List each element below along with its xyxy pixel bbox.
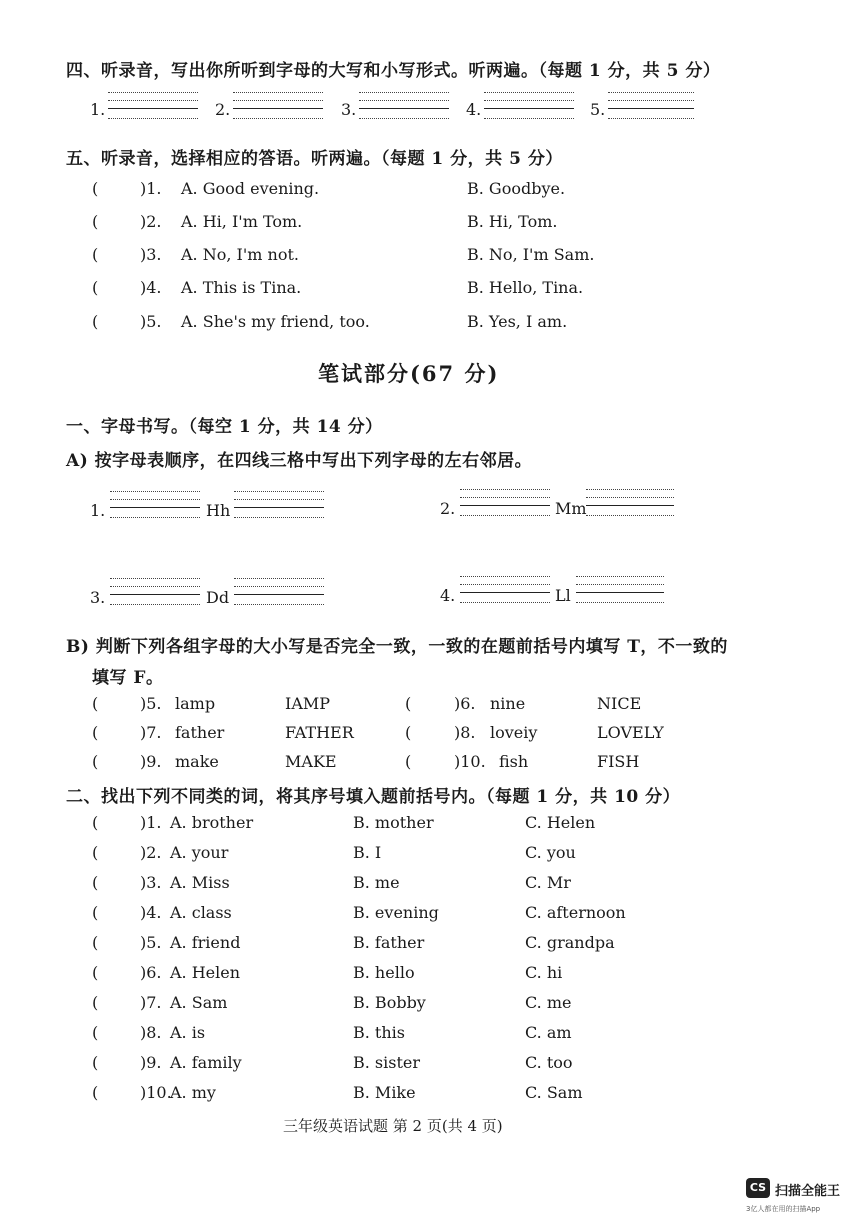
option-b: B. Bobby: [353, 993, 426, 1012]
answer-paren[interactable]: (: [92, 933, 99, 952]
option-a: A. your: [170, 843, 229, 862]
option-c: C. Sam: [525, 1083, 583, 1102]
item-number: )10.: [140, 1083, 172, 1102]
answer-paren[interactable]: (: [405, 752, 412, 771]
item-number: )3.: [140, 873, 162, 892]
option-a: A. She's my friend, too.: [181, 312, 370, 331]
option-c: C. afternoon: [525, 903, 626, 922]
option-c: C. grandpa: [525, 933, 615, 952]
neighbor-letter: Mm: [555, 499, 587, 518]
uppercase-word: FISH: [597, 752, 640, 771]
answer-paren[interactable]: (: [405, 694, 412, 713]
lowercase-word: father: [175, 723, 225, 742]
item-number: )6.: [140, 963, 162, 982]
writing-lines[interactable]: [110, 491, 200, 519]
option-b: B. Goodbye.: [467, 179, 566, 198]
uppercase-word: FATHER: [285, 723, 354, 742]
lowercase-word: lamp: [175, 694, 216, 713]
section4-num-3: 3.: [341, 100, 357, 119]
option-b: B. father: [353, 933, 425, 952]
option-b: B. No, I'm Sam.: [467, 245, 595, 264]
camscanner-logo-icon: CS: [746, 1178, 770, 1198]
option-c: C. am: [525, 1023, 572, 1042]
answer-paren[interactable]: (: [92, 843, 99, 862]
written-part-title: 笔试部分(67 分): [318, 361, 500, 386]
page-footer: 三年级英语试题 第 2 页(共 4 页): [283, 1117, 503, 1135]
section4-num-5: 5.: [590, 100, 606, 119]
option-c: C. Helen: [525, 813, 596, 832]
option-b: B. hello: [353, 963, 415, 982]
item-number: )2.: [140, 212, 162, 231]
item-number: )8.: [140, 1023, 162, 1042]
option-a: A. Sam: [170, 993, 228, 1012]
item-number: )5.: [140, 312, 162, 331]
option-a: A. class: [170, 903, 232, 922]
item-number: )7.: [140, 723, 162, 742]
section4-title: 四、听录音，写出你所听到字母的大写和小写形式。听两遍。（每题 1 分，共 5 分）: [66, 61, 721, 81]
answer-paren[interactable]: (: [405, 723, 412, 742]
answer-paren[interactable]: (: [92, 278, 99, 297]
option-a: A. brother: [170, 813, 254, 832]
answer-paren[interactable]: (: [92, 752, 99, 771]
lowercase-word: fish: [499, 752, 529, 771]
item-number: )8.: [454, 723, 476, 742]
lowercase-word: make: [175, 752, 219, 771]
neighbor-letter: Ll: [555, 586, 571, 605]
answer-paren[interactable]: (: [92, 903, 99, 922]
item-number: )7.: [140, 993, 162, 1012]
item-number: )9.: [140, 1053, 162, 1072]
option-a: A. Miss: [170, 873, 230, 892]
answer-paren[interactable]: (: [92, 694, 99, 713]
uppercase-word: NICE: [597, 694, 642, 713]
item-number: )10.: [454, 752, 486, 771]
writing-lines[interactable]: [233, 92, 323, 120]
answer-paren[interactable]: (: [92, 813, 99, 832]
uppercase-word: IAMP: [285, 694, 331, 713]
option-b: B. Yes, I am.: [467, 312, 568, 331]
writing-lines[interactable]: [586, 489, 674, 517]
option-c: C. you: [525, 843, 576, 862]
answer-paren[interactable]: (: [92, 212, 99, 231]
writing-lines[interactable]: [576, 576, 664, 604]
answer-paren[interactable]: (: [92, 963, 99, 982]
scanner-name: 扫描全能王: [775, 1184, 841, 1199]
item-number: )4.: [140, 278, 162, 297]
section4-num-2: 2.: [215, 100, 231, 119]
item-number: )1.: [140, 813, 162, 832]
option-a: A. This is Tina.: [181, 278, 302, 297]
neighbor-num: 1.: [90, 501, 106, 520]
writing-lines[interactable]: [460, 489, 550, 517]
item-number: )4.: [140, 903, 162, 922]
option-c: C. Mr: [525, 873, 571, 892]
option-b: B. me: [353, 873, 400, 892]
lowercase-word: loveiy: [490, 723, 538, 742]
option-c: C. too: [525, 1053, 573, 1072]
option-b: B. sister: [353, 1053, 421, 1072]
section4-num-1: 1.: [90, 100, 106, 119]
option-b: B. evening: [353, 903, 439, 922]
neighbor-letter: Hh: [206, 501, 231, 520]
writing-lines[interactable]: [234, 578, 324, 606]
option-b: B. this: [353, 1023, 405, 1042]
uppercase-word: MAKE: [285, 752, 337, 771]
neighbor-num: 4.: [440, 586, 456, 605]
writing-lines[interactable]: [484, 92, 574, 120]
answer-paren[interactable]: (: [92, 1053, 99, 1072]
option-a: A. family: [170, 1053, 242, 1072]
item-number: )1.: [140, 179, 162, 198]
answer-paren[interactable]: (: [92, 179, 99, 198]
answer-paren[interactable]: (: [92, 873, 99, 892]
answer-paren[interactable]: (: [92, 1023, 99, 1042]
lowercase-word: nine: [490, 694, 526, 713]
part1-subB-line1: B) 判断下列各组字母的大小写是否完全一致，一致的在题前括号内填写 T，不一致的: [66, 637, 728, 657]
option-b: B. I: [353, 843, 382, 862]
option-a: A. Helen: [170, 963, 241, 982]
answer-paren[interactable]: (: [92, 723, 99, 742]
option-b: B. Mike: [353, 1083, 416, 1102]
item-number: )9.: [140, 752, 162, 771]
item-number: )3.: [140, 245, 162, 264]
option-a: A. friend: [170, 933, 241, 952]
option-a: A. Good evening.: [181, 179, 320, 198]
part2-title: 二、找出下列不同类的词，将其序号填入题前括号内。（每题 1 分，共 10 分）: [66, 787, 681, 807]
writing-lines[interactable]: [359, 92, 449, 120]
option-a: A. No, I'm not.: [181, 245, 299, 264]
option-a: A. my: [170, 1083, 216, 1102]
part1-subB-line2: 填写 F。: [92, 668, 164, 688]
option-c: C. me: [525, 993, 572, 1012]
neighbor-num: 3.: [90, 588, 106, 607]
answer-paren[interactable]: (: [92, 1083, 99, 1102]
scanner-tagline: 3亿人都在用的扫描App: [746, 1205, 821, 1213]
section4-num-4: 4.: [466, 100, 482, 119]
option-b: B. Hi, Tom.: [467, 212, 558, 231]
option-c: C. hi: [525, 963, 563, 982]
option-b: B. Hello, Tina.: [467, 278, 584, 297]
part1-title: 一、字母书写。（每空 1 分，共 14 分）: [66, 417, 383, 437]
option-a: A. Hi, I'm Tom.: [181, 212, 303, 231]
neighbor-letter: Dd: [206, 588, 230, 607]
answer-paren[interactable]: (: [92, 312, 99, 331]
item-number: )5.: [140, 694, 162, 713]
writing-lines[interactable]: [460, 576, 550, 604]
item-number: )5.: [140, 933, 162, 952]
writing-lines[interactable]: [108, 92, 198, 120]
option-a: A. is: [170, 1023, 206, 1042]
writing-lines[interactable]: [110, 578, 200, 606]
uppercase-word: LOVELY: [597, 723, 664, 742]
answer-paren[interactable]: (: [92, 245, 99, 264]
neighbor-num: 2.: [440, 499, 456, 518]
option-b: B. mother: [353, 813, 434, 832]
item-number: )6.: [454, 694, 476, 713]
answer-paren[interactable]: (: [92, 993, 99, 1012]
writing-lines[interactable]: [234, 491, 324, 519]
item-number: )2.: [140, 843, 162, 862]
writing-lines[interactable]: [608, 92, 694, 120]
section5-title: 五、听录音，选择相应的答语。听两遍。（每题 1 分，共 5 分）: [66, 149, 563, 169]
part1-subA: A) 按字母表顺序，在四线三格中写出下列字母的左右邻居。: [66, 451, 533, 471]
